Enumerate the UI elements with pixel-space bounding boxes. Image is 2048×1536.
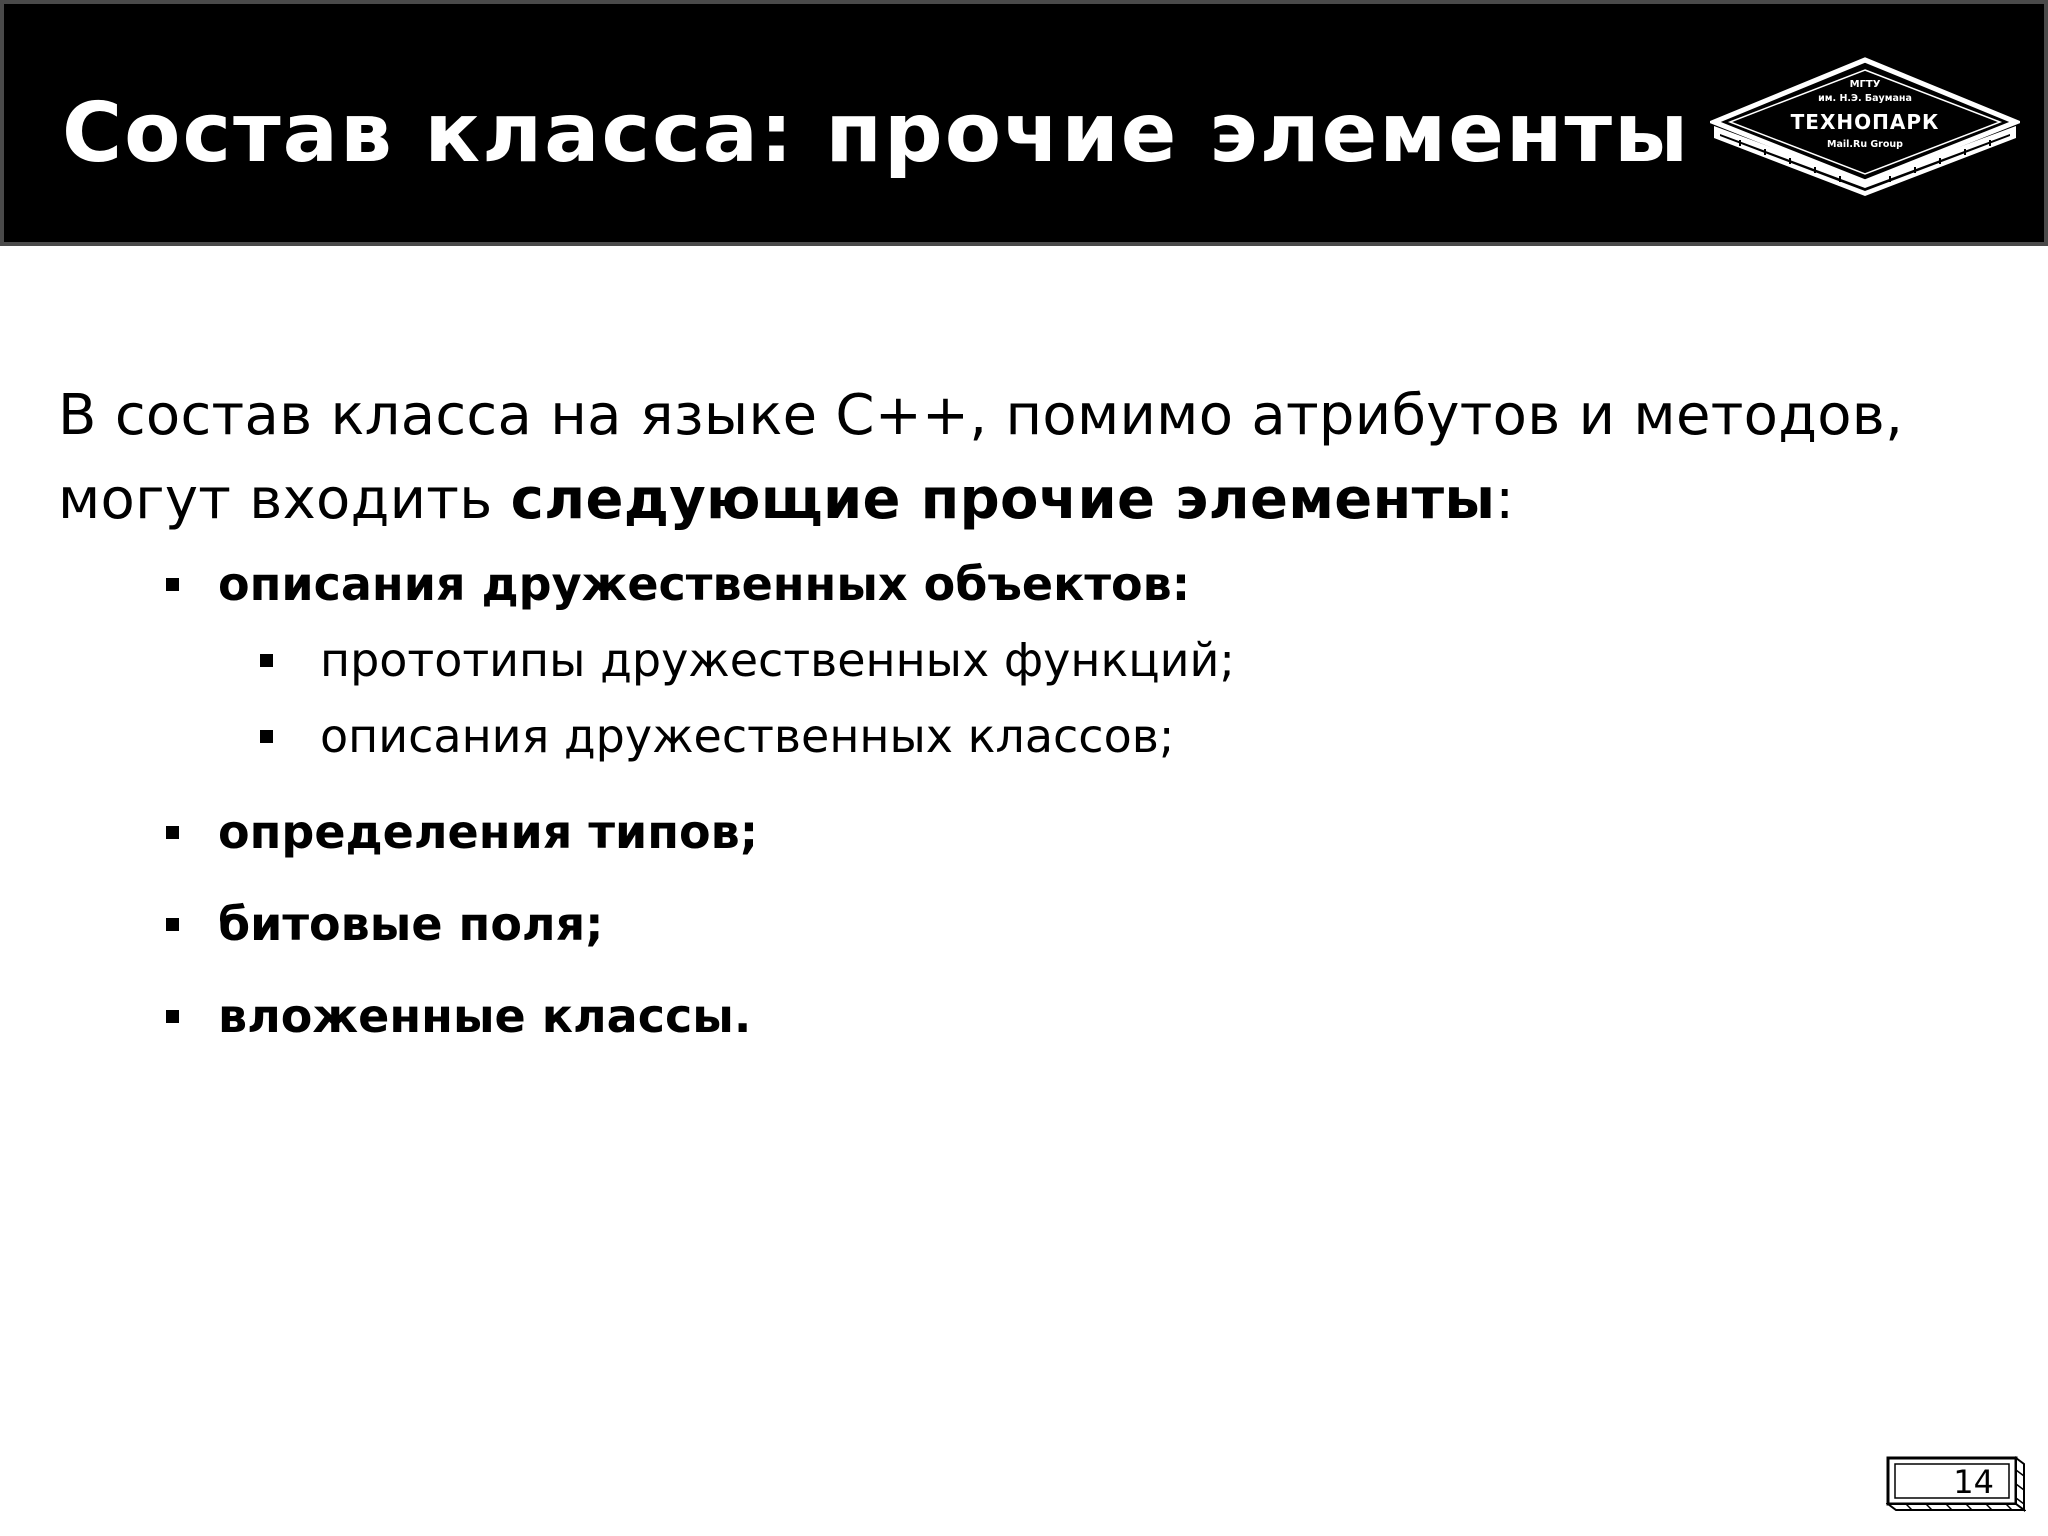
intro-end: : bbox=[1495, 467, 1515, 532]
logo-line2: им. Н.Э. Баумана bbox=[1818, 93, 1912, 104]
sub-list-item bbox=[218, 706, 1958, 766]
logo-line1: МГТУ bbox=[1849, 79, 1881, 90]
sub-list-item bbox=[218, 630, 1958, 690]
square-bullet-icon bbox=[166, 918, 179, 931]
square-bullet-icon bbox=[260, 654, 273, 667]
slide-header bbox=[0, 0, 2048, 246]
list-item-label: описания дружественных объектов: bbox=[218, 557, 1191, 611]
intro-text: В состав класса на языке С++, помимо атрибутов и методов, могут входить bbox=[58, 383, 1904, 532]
slide-content bbox=[58, 374, 2008, 1043]
list-item bbox=[158, 554, 1958, 766]
list-item-label: определения типов; bbox=[218, 805, 759, 859]
list-item-label: битовые поля; bbox=[218, 897, 604, 951]
sub-bullet-list bbox=[218, 630, 1958, 766]
list-item-label: вложенные классы. bbox=[218, 989, 752, 1043]
intro-paragraph bbox=[58, 374, 2008, 542]
list-item bbox=[158, 986, 1958, 1046]
list-item bbox=[158, 894, 1958, 954]
sub-list-item-label: прототипы дружественных функций; bbox=[320, 633, 1235, 687]
square-bullet-icon bbox=[166, 578, 179, 591]
slide-title: Состав класса: прочие элементы bbox=[62, 86, 1691, 181]
square-bullet-icon bbox=[260, 730, 273, 743]
bullet-list bbox=[158, 554, 1958, 1046]
technopark-logo bbox=[1710, 54, 2020, 202]
sub-list-item-label: описания дружественных классов; bbox=[320, 709, 1175, 763]
intro-bold: следующие прочие элементы bbox=[510, 467, 1496, 532]
technopark-logo-emblem bbox=[1710, 54, 2020, 202]
page-number-box bbox=[1886, 1456, 2026, 1512]
square-bullet-icon bbox=[166, 826, 179, 839]
logo-name: ТЕХНОПАРК bbox=[1790, 110, 1940, 134]
list-item bbox=[158, 802, 1958, 862]
page-number: 14 bbox=[1953, 1463, 1994, 1501]
square-bullet-icon bbox=[166, 1010, 179, 1023]
logo-group: Mail.Ru Group bbox=[1827, 139, 1903, 150]
